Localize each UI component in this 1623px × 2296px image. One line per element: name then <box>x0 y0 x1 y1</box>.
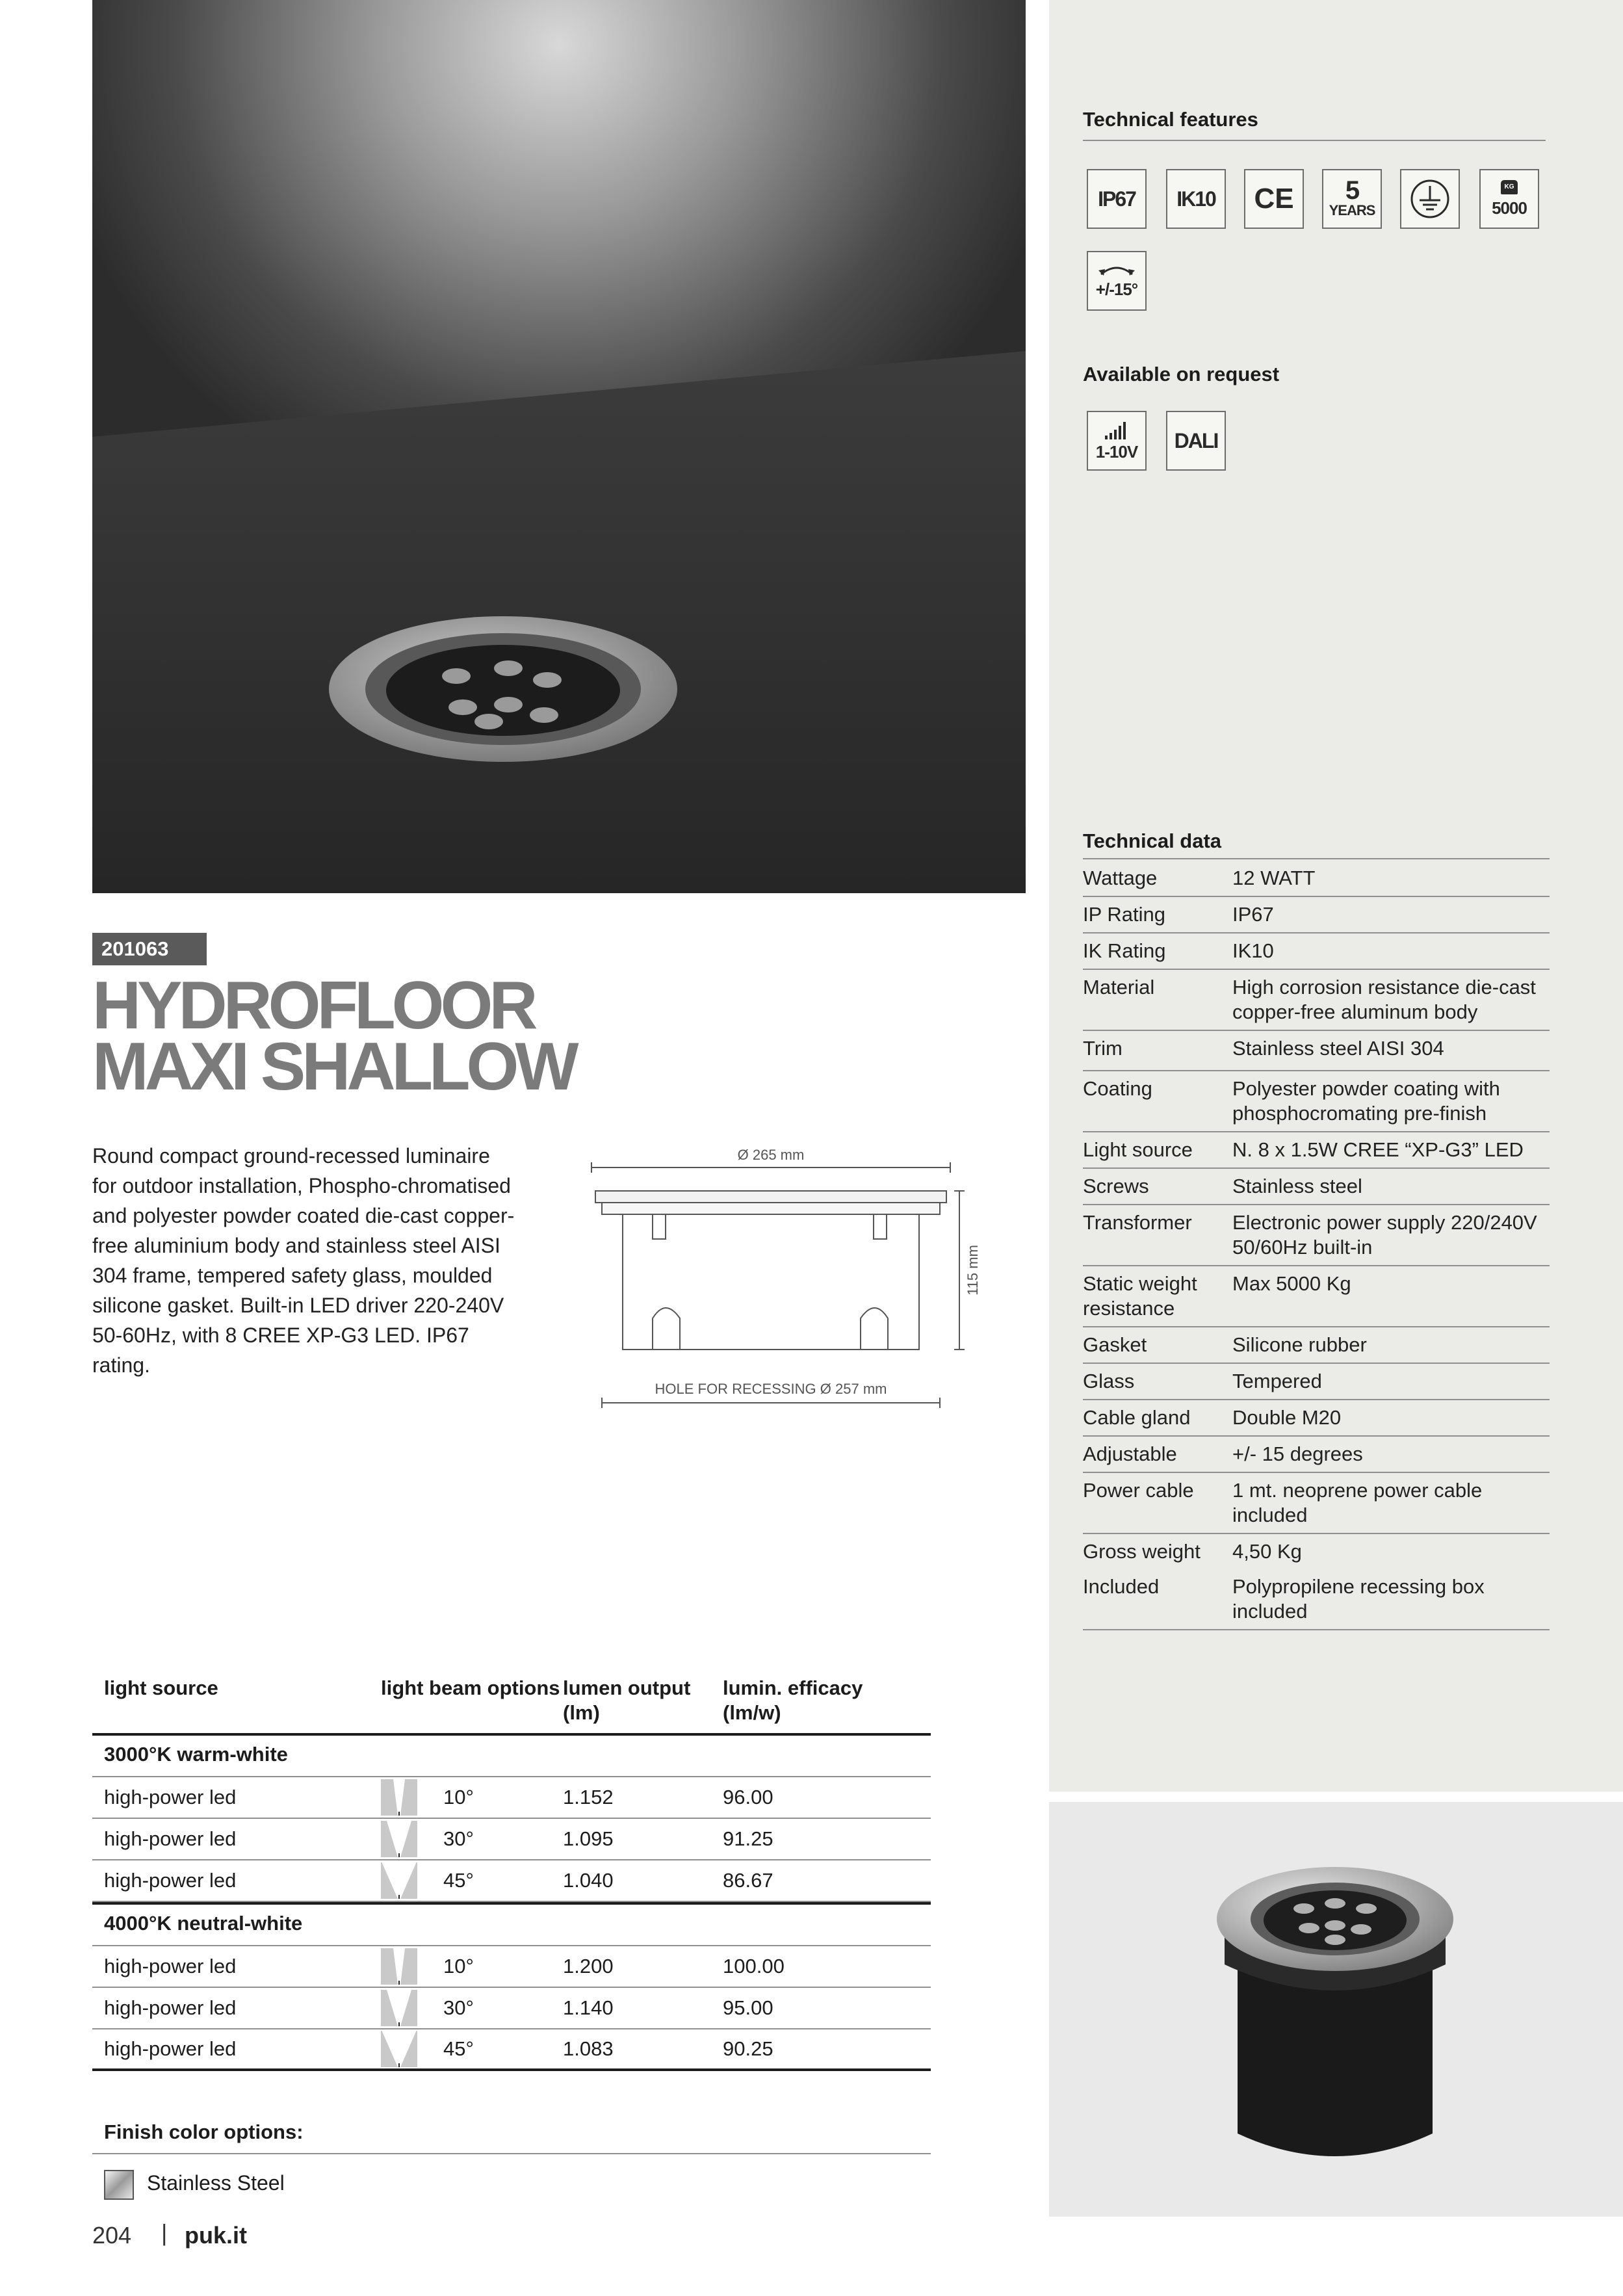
td-value: N. 8 x 1.5W CREE “XP-G3” LED <box>1232 1138 1524 1161</box>
cell-beam <box>381 1862 563 1899</box>
cell-lumen: 1.152 <box>563 1786 614 1808</box>
td-label: Wattage <box>1083 867 1158 889</box>
cell-beam <box>381 1948 563 1985</box>
finish-option-label: Stainless Steel <box>147 2171 285 2195</box>
hero-photo <box>92 0 1026 893</box>
td-value: 12 WATT <box>1232 867 1316 889</box>
td-value: Electronic power supply 220/240V 50/60Hz built-in <box>1232 1211 1537 1259</box>
beam-angle-icon <box>381 1990 417 2026</box>
cell-efficacy: 86.67 <box>723 1869 773 1892</box>
beam-angle-icon <box>381 1948 417 1985</box>
beam-angle-label: 30° <box>443 1827 474 1850</box>
beam-angle-label: 10° <box>443 1955 474 1977</box>
lumen-table-header <box>92 1671 931 1736</box>
table-row <box>92 1777 931 1819</box>
td-label: Screws <box>1083 1175 1149 1197</box>
header-light-beam: light beam options <box>381 1676 560 1699</box>
product-title-line1: HYDROFLOOR <box>92 968 534 1043</box>
cell-lumen: 1.083 <box>563 2037 614 2060</box>
header-lumen-output: lumen output (lm) <box>563 1676 691 1724</box>
cell-light-source: high-power led <box>104 1996 237 2019</box>
table-row <box>92 2029 931 2071</box>
td-row-coating <box>1083 1071 1550 1132</box>
td-value: IK10 <box>1232 939 1274 962</box>
td-label: Adjustable <box>1083 1442 1177 1465</box>
td-value: Polypropilene recessing box included <box>1232 1575 1485 1623</box>
footer-site: puk.it <box>185 2222 247 2249</box>
ground-icon <box>1400 169 1460 229</box>
td-label: Gasket <box>1083 1333 1147 1356</box>
table-row <box>92 1819 931 1860</box>
td-row-light-source <box>1083 1132 1550 1169</box>
cell-efficacy: 95.00 <box>723 1996 773 2019</box>
cell-efficacy: 90.25 <box>723 2037 773 2060</box>
finish-rule <box>92 2153 931 2154</box>
td-row-included <box>1083 1569 1550 1630</box>
cell-beam <box>381 2031 563 2067</box>
technical-data-table <box>1083 861 1550 1630</box>
cell-light-source: high-power led <box>104 1955 237 1977</box>
td-row-material <box>1083 970 1550 1031</box>
product-code: 201063 <box>92 933 207 965</box>
td-row-gross-weight <box>1083 1534 1550 1569</box>
td-value: Max 5000 Kg <box>1232 1272 1351 1295</box>
header-efficacy: lumin. efficacy (lm/w) <box>723 1676 863 1724</box>
td-row-screws <box>1083 1169 1550 1205</box>
beam-angle-label: 45° <box>443 1869 474 1892</box>
cell-lumen: 1.140 <box>563 1996 614 2019</box>
drawing-hole-label: HOLE FOR RECESSING Ø 257 mm <box>655 1381 887 1397</box>
available-on-request-title: Available on request <box>1083 363 1280 385</box>
drawing-height-label: 115 mm <box>965 1245 981 1296</box>
td-label: Transformer <box>1083 1211 1192 1234</box>
td-value: +/- 15 degrees <box>1232 1442 1363 1465</box>
cell-efficacy: 91.25 <box>723 1827 773 1850</box>
finish-title: Finish color options: <box>104 2120 304 2143</box>
cell-light-source: high-power led <box>104 1786 237 1808</box>
cell-efficacy: 100.00 <box>723 1955 785 1977</box>
beam-angle-icon <box>381 1862 417 1899</box>
hero-photo-image <box>92 0 1026 893</box>
load-icon: KG 5000 <box>1479 169 1539 229</box>
cell-beam <box>381 1990 563 2026</box>
beam-angle-label: 45° <box>443 2037 474 2060</box>
cell-light-source: high-power led <box>104 2037 237 2060</box>
product-description: Round compact ground-recessed luminaire for outdoor installation, Phospho-chromatised and polyester powder coated die-cast copper-free aluminium body and stainless steel AISI 304 frame, tempered safety glass, moulded silicone gasket. Built-in LED driver 220-240V 50-60Hz, with 8 CREE XP-G3 LED. IP67 rating. <box>92 1144 515 1377</box>
td-row-wattage <box>1083 861 1550 897</box>
td-label: Gross weight <box>1083 1540 1201 1563</box>
td-row-ik-rating <box>1083 933 1550 970</box>
td-row-static-weight <box>1083 1266 1550 1327</box>
cell-beam <box>381 1779 563 1816</box>
td-label: Glass <box>1083 1370 1135 1392</box>
td-value: Silicone rubber <box>1232 1333 1367 1356</box>
td-label: Cable gland <box>1083 1406 1191 1429</box>
beam-angle-icon <box>381 2031 417 2067</box>
beam-angle-label: 30° <box>443 1996 474 2019</box>
td-label: IK Rating <box>1083 939 1166 962</box>
group-header: 4000°K neutral-white <box>92 1902 931 1946</box>
technical-data-rule <box>1083 858 1550 859</box>
drawing-diameter-label: Ø 265 mm <box>737 1147 805 1163</box>
td-label: Material <box>1083 976 1155 998</box>
product-photo-image <box>1049 1802 1623 2217</box>
cell-light-source: high-power led <box>104 1869 237 1892</box>
td-label: Light source <box>1083 1138 1193 1161</box>
td-row-cable-gland <box>1083 1400 1550 1437</box>
td-value: Stainless steel AISI 304 <box>1232 1037 1444 1060</box>
lumen-table <box>92 1671 931 2071</box>
td-label: Coating <box>1083 1077 1152 1100</box>
td-row-glass <box>1083 1364 1550 1400</box>
td-value: Stainless steel <box>1232 1175 1362 1197</box>
technical-drawing <box>585 1138 1001 1411</box>
td-row-trim <box>1083 1031 1550 1071</box>
technical-features-rule <box>1083 140 1546 141</box>
table-row <box>92 1946 931 1988</box>
cell-lumen: 1.040 <box>563 1869 614 1892</box>
lumen-table-body <box>92 1736 931 2071</box>
td-value: Tempered <box>1232 1370 1322 1392</box>
warranty-icon: 5 YEARS <box>1322 169 1382 229</box>
ik10-icon: IK10 <box>1166 169 1226 229</box>
page-number: 204 <box>92 2222 132 2249</box>
stainless-steel-swatch <box>104 2170 134 2200</box>
beam-angle-label: 10° <box>443 1786 474 1808</box>
adjustable-icon: +/-15° <box>1087 251 1147 311</box>
cell-lumen: 1.200 <box>563 1955 614 1977</box>
technical-data-title: Technical data <box>1083 829 1222 852</box>
product-title-line2: MAXI SHALLOW <box>92 1029 575 1104</box>
dimming-1-10v-icon: 1-10V <box>1087 411 1147 471</box>
footer-separator: | <box>161 2219 168 2246</box>
td-value: IP67 <box>1232 903 1274 926</box>
td-row-transformer <box>1083 1205 1550 1266</box>
cell-lumen: 1.095 <box>563 1827 614 1850</box>
beam-angle-icon <box>381 1821 417 1857</box>
td-row-adjustable <box>1083 1437 1550 1473</box>
ip67-icon: IP67 <box>1087 169 1147 229</box>
td-value: Double M20 <box>1232 1406 1342 1429</box>
product-photo <box>1049 1802 1623 2217</box>
td-label: Power cable <box>1083 1479 1194 1502</box>
header-light-source: light source <box>104 1676 218 1699</box>
cell-efficacy: 96.00 <box>723 1786 773 1808</box>
beam-angle-icon <box>381 1779 417 1816</box>
group-header: 3000°K warm-white <box>92 1736 931 1777</box>
dali-icon: DALI <box>1166 411 1226 471</box>
cell-light-source: high-power led <box>104 1827 237 1850</box>
td-value: 1 mt. neoprene power cable included <box>1232 1479 1483 1526</box>
td-label: Static weight resistance <box>1083 1272 1197 1320</box>
table-row <box>92 1988 931 2029</box>
td-value: High corrosion resistance die-cast copper-free aluminum body <box>1232 976 1536 1023</box>
td-row-ip-rating <box>1083 897 1550 933</box>
td-row-power-cable <box>1083 1473 1550 1534</box>
ce-icon: CE <box>1244 169 1304 229</box>
td-label: IP Rating <box>1083 903 1165 926</box>
td-value: Polyester powder coating with phosphocromating pre-finish <box>1232 1077 1500 1125</box>
td-value: 4,50 Kg <box>1232 1540 1302 1563</box>
table-row <box>92 1860 931 1902</box>
technical-features-title: Technical features <box>1083 108 1258 131</box>
td-label: Trim <box>1083 1037 1123 1060</box>
td-label: Included <box>1083 1575 1160 1598</box>
product-title <box>92 968 742 1104</box>
td-row-gasket <box>1083 1327 1550 1364</box>
cell-beam <box>381 1821 563 1857</box>
